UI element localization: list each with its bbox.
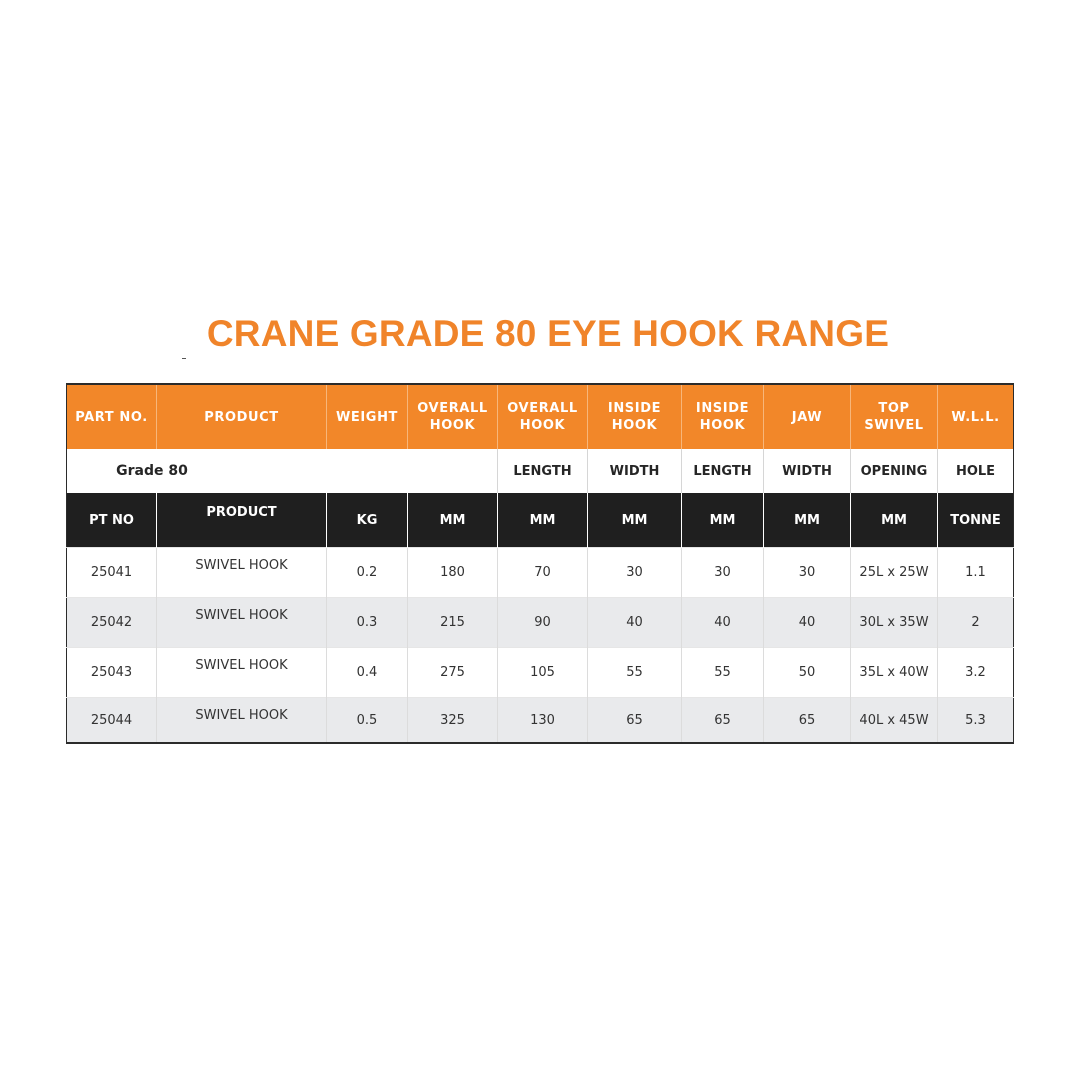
subheader-swivel-hole: HOLE [938, 449, 1014, 493]
cell-weight: 0.3 [327, 598, 408, 648]
unit-pt-no: PT NO [67, 493, 157, 548]
hook-spec-table [66, 383, 1014, 744]
header-overall-hook-width: OVERALL HOOK [498, 384, 588, 449]
unit-mm: MM [588, 493, 682, 548]
header-overall-hook-length: OVERALL HOOK [408, 384, 498, 449]
page-title: CRANE GRADE 80 EYE HOOK RANGE [206, 313, 890, 354]
cell-overall-width: 105 [498, 648, 588, 698]
header-inside-hook-length: INSIDE HOOK [588, 384, 682, 449]
cell-overall-width: 90 [498, 598, 588, 648]
cell-jaw-opening: 50 [764, 648, 851, 698]
cell-wll: 2 [938, 598, 1014, 648]
header-weight: WEIGHT [327, 384, 408, 449]
header-product: PRODUCT [157, 384, 327, 449]
table-row [67, 648, 1014, 698]
cell-inside-width: 40 [682, 598, 764, 648]
cell-overall-length: 325 [408, 698, 498, 744]
cell-product: SWIVEL HOOK [157, 598, 327, 648]
cell-product: SWIVEL HOOK [157, 548, 327, 598]
subheader-overall-length: LENGTH [498, 449, 588, 493]
cell-inside-length: 30 [588, 548, 682, 598]
unit-mm: MM [851, 493, 938, 548]
cell-overall-length: 180 [408, 548, 498, 598]
cell-weight: 0.5 [327, 698, 408, 744]
cell-jaw-opening: 65 [764, 698, 851, 744]
subheader-inside-width: WIDTH [764, 449, 851, 493]
table-row [67, 548, 1014, 598]
unit-mm: MM [498, 493, 588, 548]
cell-overall-width: 130 [498, 698, 588, 744]
cell-wll: 3.2 [938, 648, 1014, 698]
stray-mark [182, 358, 186, 359]
cell-swivel-hole: 35L x 40W [851, 648, 938, 698]
header-part-no: PART NO. [67, 384, 157, 449]
cell-swivel-hole: 25L x 25W [851, 548, 938, 598]
header-top-swivel: TOP SWIVEL [851, 384, 938, 449]
cell-part-no: 25042 [67, 598, 157, 648]
header-jaw: JAW [764, 384, 851, 449]
header-row-black [67, 493, 1014, 548]
cell-part-no: 25041 [67, 548, 157, 598]
cell-jaw-opening: 40 [764, 598, 851, 648]
table-row [67, 698, 1014, 744]
header-wll: W.L.L. [938, 384, 1014, 449]
unit-mm: MM [408, 493, 498, 548]
cell-inside-length: 40 [588, 598, 682, 648]
cell-overall-length: 215 [408, 598, 498, 648]
cell-inside-width: 65 [682, 698, 764, 744]
cell-product: SWIVEL HOOK [157, 698, 327, 744]
cell-inside-width: 55 [682, 648, 764, 698]
cell-wll: 1.1 [938, 548, 1014, 598]
unit-mm: MM [764, 493, 851, 548]
header-row-orange [67, 384, 1014, 449]
subheader-jaw-opening: OPENING [851, 449, 938, 493]
unit-product: PRODUCT [157, 493, 327, 548]
cell-swivel-hole: 40L x 45W [851, 698, 938, 744]
subheader-inside-length: LENGTH [682, 449, 764, 493]
cell-overall-length: 275 [408, 648, 498, 698]
header-inside-hook-width: INSIDE HOOK [682, 384, 764, 449]
unit-tonne: TONNE [938, 493, 1014, 548]
cell-wll: 5.3 [938, 698, 1014, 744]
subheader-overall-width: WIDTH [588, 449, 682, 493]
cell-overall-width: 70 [498, 548, 588, 598]
cell-swivel-hole: 30L x 35W [851, 598, 938, 648]
unit-kg: KG [327, 493, 408, 548]
header-row-white [67, 449, 1014, 493]
cell-weight: 0.4 [327, 648, 408, 698]
unit-mm: MM [682, 493, 764, 548]
cell-jaw-opening: 30 [764, 548, 851, 598]
table-row [67, 598, 1014, 648]
cell-inside-width: 30 [682, 548, 764, 598]
cell-part-no: 25043 [67, 648, 157, 698]
cell-product: SWIVEL HOOK [157, 648, 327, 698]
cell-inside-length: 55 [588, 648, 682, 698]
cell-weight: 0.2 [327, 548, 408, 598]
grade-label: Grade 80 [67, 449, 498, 493]
cell-inside-length: 65 [588, 698, 682, 744]
cell-part-no: 25044 [67, 698, 157, 744]
